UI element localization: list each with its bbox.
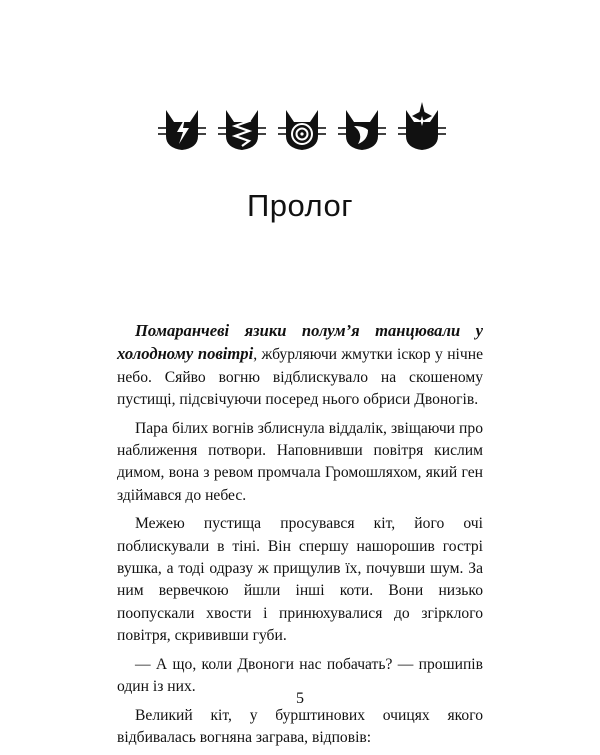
paragraph: — А що, коли Двоноги нас побачать? — прошипів один із них.: [117, 655, 483, 696]
paragraph-text: , жбурляючи жмутки іскор у нічне небо. Сяйво вогню відблискувало на скошеному пустищі, підсвічуючи посеред нього обриси Двоногів.: [117, 346, 483, 409]
cat-spiral-icon: [278, 110, 326, 150]
cat-zigzag-icon: [218, 110, 266, 150]
cat-moon-icon: [338, 110, 386, 150]
cat-star-icon: [398, 102, 446, 150]
paragraph: [117, 320, 483, 412]
cat-heads-ornament: [158, 98, 448, 158]
paragraph-lead: Помаранчеві язики полум’я танцювали у холодному повітрі: [117, 321, 483, 364]
paragraph: Межею пустища просувався кіт, його очі поблискували в тіні. Він спершу нашорошив гострі вушка, а тоді одразу ж прищулив їх, почувши шум. За ним вервечкою йшли інші коти. Вони низько поопускали хвости і принюхувалися до згірклого повітря, скрививши губи.: [117, 515, 483, 645]
page-number: 5: [296, 690, 304, 707]
cat-lightning-icon: [158, 110, 206, 150]
paragraph: Великий кіт, у бурштинових очицях якого відбивалась вогняна заграва, відповів:: [117, 706, 483, 746]
chapter-title: Пролог: [246, 188, 354, 223]
paragraph: Пара білих вогнів зблиснула віддалік, звіщаючи про наближення потвори. Наповнивши повітря кислим димом, вона з ревом промчала Громошляхом, який ген здіймався до небес.: [117, 419, 483, 504]
